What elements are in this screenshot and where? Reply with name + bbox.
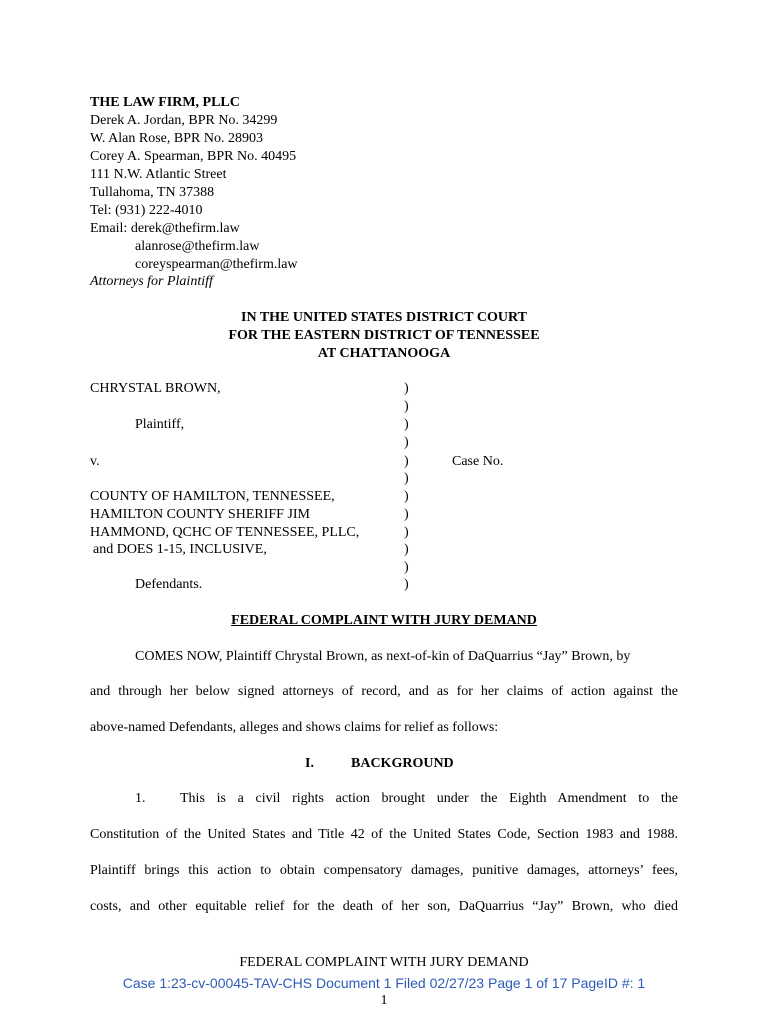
caption-paren: ) <box>404 489 409 504</box>
document-title <box>0 612 768 630</box>
paragraph-number: 1. <box>135 791 146 806</box>
caption-paren: ) <box>404 399 409 414</box>
caption-paren: ) <box>404 560 409 575</box>
paragraph1-line-3: Plaintiff brings this action to obtain compensatory damages, punitive damages, attorneys’ fees, <box>90 863 678 878</box>
firm-city: Tullahoma, TN 37388 <box>90 185 215 200</box>
caption-paren: ) <box>404 417 409 432</box>
case-number-label: Case No. <box>452 454 504 469</box>
caption-paren: ) <box>404 381 409 396</box>
caption-paren: ) <box>404 525 409 540</box>
plaintiff-name: CHRYSTAL BROWN, <box>90 381 221 396</box>
caption-paren: ) <box>404 454 409 469</box>
caption-paren: ) <box>404 507 409 522</box>
paragraph1-line-4: costs, and other equitable relief for the death of her son, DaQuarrius “Jay” Brown, who died <box>90 899 678 914</box>
intro-line-1: COMES NOW, Plaintiff Chrystal Brown, as next-of-kin of DaQuarrius “Jay” Brown, by <box>135 649 631 664</box>
footer-title: FEDERAL COMPLAINT WITH JURY DEMAND <box>239 955 529 970</box>
firm-email-3: coreyspearman@thefirm.law <box>135 257 298 272</box>
court-line-3: AT CHATTANOOGA <box>317 346 451 361</box>
document-title-text: FEDERAL COMPLAINT WITH JURY DEMAND <box>231 613 537 628</box>
versus: v. <box>90 454 100 469</box>
attorney-1: Derek A. Jordan, BPR No. 34299 <box>90 113 278 128</box>
defendant-line-1: COUNTY OF HAMILTON, TENNESSEE, <box>90 489 335 504</box>
firm-tel: Tel: (931) 222-4010 <box>90 203 203 218</box>
firm-email-1: Email: derek@thefirm.law <box>90 221 240 236</box>
firm-role: Attorneys for Plaintiff <box>90 274 213 289</box>
intro-line-3: above-named Defendants, alleges and shows claims for relief as follows: <box>90 720 499 735</box>
section-title: BACKGROUND <box>351 756 454 771</box>
section-number: I. <box>305 756 314 771</box>
firm-name: THE LAW FIRM, PLLC <box>90 95 240 110</box>
plaintiff-role: Plaintiff, <box>135 417 185 432</box>
intro-line-2: and through her below signed attorneys of record, and as for her claims of action against the <box>90 684 678 699</box>
case-stamp: Case 1:23-cv-00045-TAV-CHS Document 1 Filed 02/27/23 Page 1 of 17 PageID #: 1 <box>122 975 646 991</box>
court-line-2: FOR THE EASTERN DISTRICT OF TENNESSEE <box>228 328 540 343</box>
firm-street: 111 N.W. Atlantic Street <box>90 167 227 182</box>
defendant-role: Defendants. <box>135 577 203 592</box>
caption-paren: ) <box>404 577 409 592</box>
court-line-1: IN THE UNITED STATES DISTRICT COURT <box>241 310 527 325</box>
caption-paren: ) <box>404 542 409 557</box>
attorney-3: Corey A. Spearman, BPR No. 40495 <box>90 149 297 164</box>
defendant-line-4: and DOES 1-15, INCLUSIVE, <box>93 542 267 557</box>
paragraph1-line-1: This is a civil rights action brought under the Eighth Amendment to the <box>180 791 678 806</box>
defendant-line-2: HAMILTON COUNTY SHERIFF JIM <box>90 507 311 522</box>
firm-email-2: alanrose@thefirm.law <box>135 239 260 254</box>
defendant-line-3: HAMMOND, QCHC OF TENNESSEE, PLLC, <box>90 525 360 540</box>
attorney-2: W. Alan Rose, BPR No. 28903 <box>90 131 263 146</box>
page-number: 1 <box>380 993 388 1008</box>
caption-paren: ) <box>404 435 409 450</box>
caption-paren: ) <box>404 471 409 486</box>
paragraph1-line-2: Constitution of the United States and Title 42 of the United States Code, Section 1983 and 1988. <box>90 827 678 842</box>
